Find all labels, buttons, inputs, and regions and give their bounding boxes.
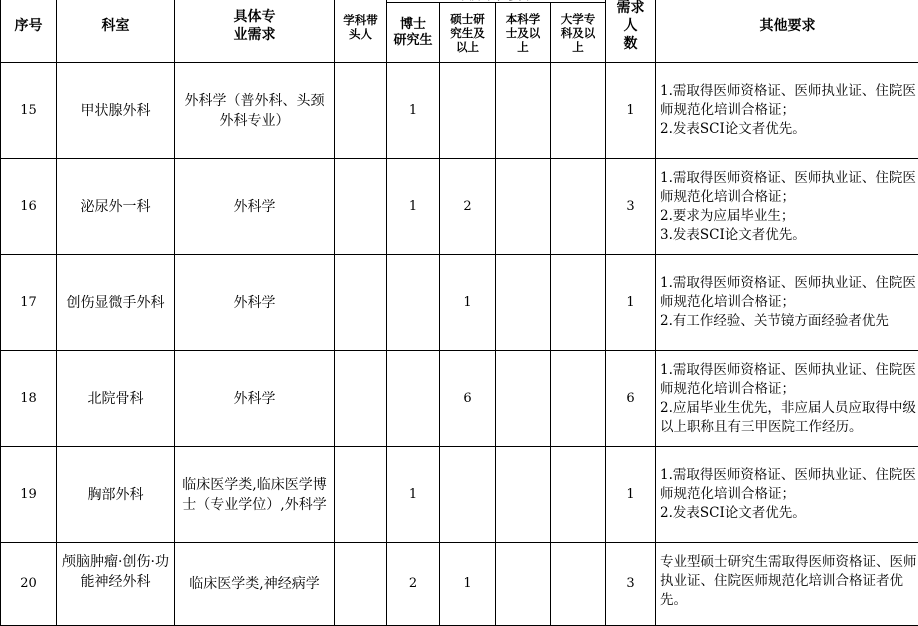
header-dept: 科室 [57,0,175,63]
table-row [1,543,918,626]
cell-phd: 2 [387,543,440,626]
cell-count: 6 [606,351,656,447]
cell-bachelor [496,255,551,351]
cell-college [551,159,606,255]
cell-bachelor [496,351,551,447]
cell-master [440,63,496,159]
header-bachelor: 本科学 士及以 上 [496,3,551,63]
cell-seq: 19 [1,447,57,543]
cell-master: 2 [440,159,496,255]
cell-dept: 甲状腺外科 [57,63,175,159]
cell-college [551,351,606,447]
cell-dept: 泌尿外一科 [57,159,175,255]
header-leader: 学科带 头人 [335,0,387,63]
cell-major: 外科学（普外科、头颈外科专业） [175,63,335,159]
cell-phd: 1 [387,63,440,159]
cell-leader [335,351,387,447]
cell-other: 专业型硕士研究生需取得医师资格证、医师执业证、住院医师规范化培训合格证者优先。 [656,543,918,626]
cell-seq: 16 [1,159,57,255]
header-count: 需求人 数 [606,0,656,63]
cell-major: 临床医学类,神经病学 [175,543,335,626]
cell-college [551,63,606,159]
cell-other: 1.需取得医师资格证、医师执业证、住院医师规范化培训合格证； 2.应届毕业生优先，非应届人员应取得中级以上职称且有三甲医院工作经历。 [656,351,918,447]
cell-other: 1.需取得医师资格证、医师执业证、住院医师规范化培训合格证； 2.要求为应届毕业生； 3.发表SCI论文者优先。 [656,159,918,255]
cell-count: 1 [606,447,656,543]
cell-bachelor [496,543,551,626]
cell-other: 1.需取得医师资格证、医师执业证、住院医师规范化培训合格证； 2.发表SCI论文者优先。 [656,63,918,159]
cell-master: 1 [440,255,496,351]
cell-leader [335,255,387,351]
cell-phd [387,255,440,351]
cell-count: 1 [606,63,656,159]
cell-seq: 15 [1,63,57,159]
table-row [1,351,918,447]
table-header [1,0,918,63]
cell-major: 外科学 [175,351,335,447]
cell-leader [335,159,387,255]
table-body [1,63,918,626]
cell-leader [335,447,387,543]
cell-bachelor [496,159,551,255]
cell-master: 1 [440,543,496,626]
cell-seq: 20 [1,543,57,626]
cell-count: 3 [606,543,656,626]
header-other: 其他要求 [656,0,918,63]
table-row [1,63,918,159]
cell-master: 6 [440,351,496,447]
cell-master [440,447,496,543]
cell-bachelor [496,63,551,159]
header-major: 具体专 业需求 [175,0,335,63]
cell-count: 3 [606,159,656,255]
cell-phd: 1 [387,447,440,543]
cell-major: 外科学 [175,159,335,255]
cell-major: 外科学 [175,255,335,351]
cell-other: 1.需取得医师资格证、医师执业证、住院医师规范化培训合格证； 2.有工作经验、关节镜方面经验者优先 [656,255,918,351]
cell-dept: 胸部外科 [57,447,175,543]
header-phd: 博士 研究生 [387,3,440,63]
cell-college [551,543,606,626]
cell-dept: 创伤显微手外科 [57,255,175,351]
cell-seq: 17 [1,255,57,351]
cell-other: 1.需取得医师资格证、医师执业证、住院医师规范化培训合格证； 2.发表SCI论文者优先。 [656,447,918,543]
cell-college [551,255,606,351]
header-college: 大学专 科及以 上 [551,3,606,63]
table-row [1,159,918,255]
table-row [1,447,918,543]
cell-phd: 1 [387,159,440,255]
cell-seq: 18 [1,351,57,447]
cell-major: 临床医学类,临床医学博士（专业学位）,外科学 [175,447,335,543]
cell-bachelor [496,447,551,543]
cell-leader [335,63,387,159]
cell-dept: 北院骨科 [57,351,175,447]
cell-dept: 颅脑肿瘤·创伤·功能神经外科 [57,543,175,626]
cell-phd [387,351,440,447]
cell-college [551,447,606,543]
cell-leader [335,543,387,626]
table-row [1,255,918,351]
cell-count: 1 [606,255,656,351]
header-seq: 序号 [1,0,57,63]
header-master: 硕士研 究生及 以上 [440,3,496,63]
